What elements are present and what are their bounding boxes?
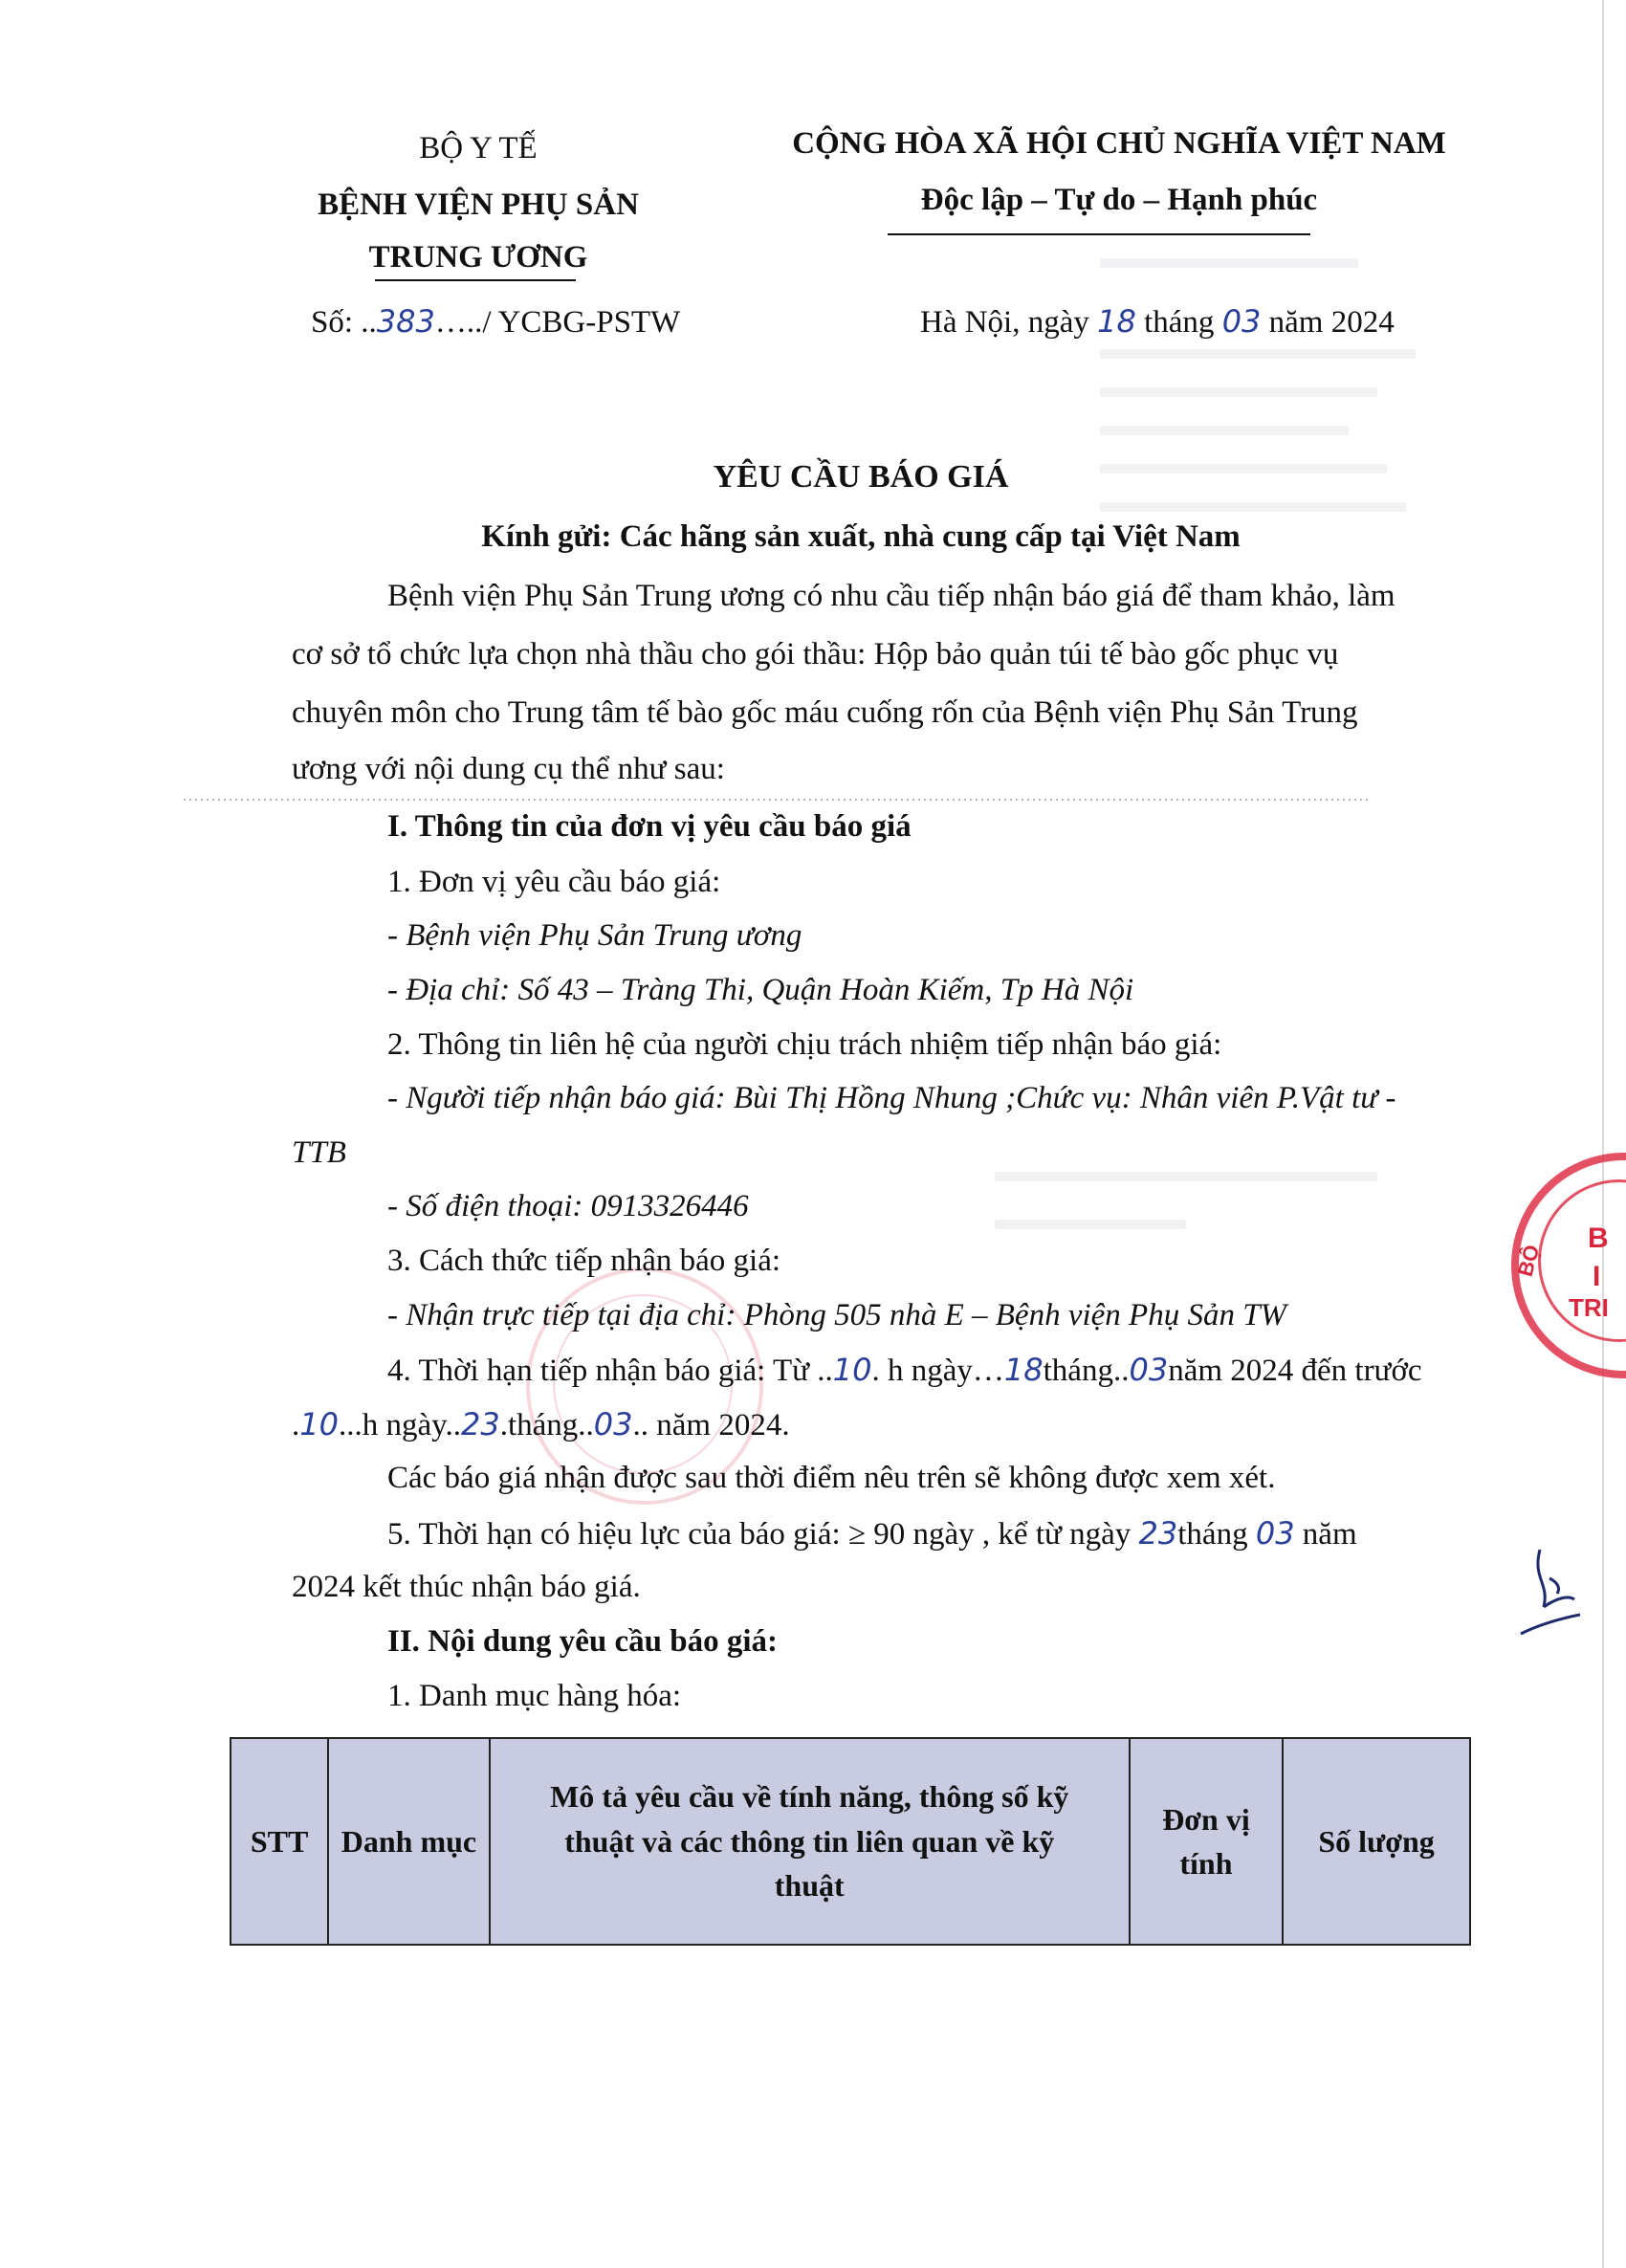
stamp-letter: TRI xyxy=(1569,1293,1609,1322)
section1-item5-line1 xyxy=(387,1515,1357,1552)
bleed-through-block xyxy=(1100,258,1358,268)
section1-item3: 3. Cách thức tiếp nhận báo giá: xyxy=(387,1244,781,1278)
document-number-prefix: Số: .. xyxy=(311,305,377,340)
item5-month: 03 xyxy=(1255,1515,1295,1552)
document-title: YÊU CẦU BÁO GIÁ xyxy=(713,459,1009,495)
page-edge-shadow xyxy=(1602,0,1604,2268)
section2-item1: 1. Danh mục hàng hóa: xyxy=(387,1679,682,1713)
scan-fold-line xyxy=(182,799,1368,801)
item4-hour-from: 10 xyxy=(832,1352,872,1388)
item4-text: .tháng.. xyxy=(499,1408,594,1442)
document-number xyxy=(311,303,680,341)
section1-item2: 2. Thông tin liên hệ của người chịu trách nhiệm tiếp nhận báo giá: xyxy=(387,1027,1222,1062)
col-quantity: Số lượng xyxy=(1283,1738,1470,1945)
item4-text: . xyxy=(292,1408,300,1442)
ministry-name: BỘ Y TẾ xyxy=(419,131,538,165)
item5-text: năm xyxy=(1294,1517,1357,1552)
col-unit: Đơn vị tính xyxy=(1130,1738,1283,1945)
bleed-through-block xyxy=(1100,502,1406,512)
item5-day: 23 xyxy=(1138,1515,1178,1552)
bleed-through-block xyxy=(995,1220,1186,1229)
section1-heading: I. Thông tin của đơn vị yêu cầu báo giá xyxy=(387,809,912,844)
stamp-letter: BỘ xyxy=(1512,1242,1545,1280)
bleed-through-block xyxy=(1100,387,1377,397)
goods-table xyxy=(230,1737,1471,1946)
date-month-label: tháng xyxy=(1144,305,1215,340)
item4-text: năm 2024 đến trước xyxy=(1168,1354,1422,1388)
hospital-name-line1: BỆNH VIỆN PHỤ SẢN xyxy=(318,187,639,222)
nation-motto: Độc lập – Tự do – Hạnh phúc xyxy=(920,183,1318,217)
section1-item1: 1. Đơn vị yêu cầu báo giá: xyxy=(387,865,721,899)
item4-text: ...h ngày.. xyxy=(338,1408,461,1442)
hospital-name-line2: TRUNG ƯƠNG xyxy=(368,240,588,275)
document-number-value: 383 xyxy=(376,303,435,340)
intro-line-1: Bệnh viện Phụ Sản Trung ương có nhu cầu tiếp nhận báo giá để tham khảo, làm xyxy=(387,579,1395,613)
item4-text: 4. Thời hạn tiếp nhận báo giá: Từ .. xyxy=(387,1354,833,1388)
item4-hour-to: 10 xyxy=(299,1406,339,1442)
table-header-row xyxy=(231,1738,1470,1945)
date-day: 18 xyxy=(1097,303,1136,340)
stamp-letter: B xyxy=(1588,1222,1609,1254)
col-category: Danh mục xyxy=(328,1738,490,1945)
bleed-through-block xyxy=(1100,426,1349,435)
item4-text: .. năm 2024. xyxy=(632,1408,790,1442)
document-date xyxy=(920,303,1395,341)
bleed-through-block xyxy=(995,1172,1377,1181)
intro-line-2: cơ sở tổ chức lựa chọn nhà thầu cho gói thầu: Hộp bảo quản túi tế bào gốc phục vụ xyxy=(292,637,1339,672)
date-city: Hà Nội, ngày xyxy=(920,305,1089,340)
item5-text: 5. Thời hạn có hiệu lực của báo giá: ≥ 90 ngày , kể từ ngày xyxy=(387,1517,1139,1552)
section1-item2-phone: - Số điện thoại: 0913326446 xyxy=(387,1189,749,1223)
hospital-underline xyxy=(375,279,576,281)
col-description: Mô tả yêu cầu về tính năng, thông số kỹ thuật và các thông tin liên quan về kỹ thuật xyxy=(490,1738,1130,1945)
item5-text: tháng xyxy=(1177,1517,1256,1552)
section1-item4-line1 xyxy=(387,1352,1422,1389)
intro-line-4: ương với nội dung cụ thể như sau: xyxy=(292,752,725,786)
stamp-letter: I xyxy=(1593,1261,1601,1292)
section1-item1-address: - Địa chỉ: Số 43 – Tràng Thi, Quận Hoàn Kiếm, Tp Hà Nội xyxy=(387,973,1134,1007)
section1-note: Các báo giá nhận được sau thời điểm nêu trên sẽ không được xem xét. xyxy=(387,1461,1276,1495)
section1-item2-contact-cont: TTB xyxy=(292,1135,346,1170)
item4-month-to: 03 xyxy=(593,1406,633,1442)
section2-heading: II. Nội dung yêu cầu báo giá: xyxy=(387,1624,779,1659)
col-stt: STT xyxy=(231,1738,328,1945)
item4-day-from: 18 xyxy=(1003,1352,1044,1388)
item4-month-from: 03 xyxy=(1129,1352,1169,1388)
section1-item4-line2 xyxy=(292,1406,790,1443)
item4-text: . h ngày… xyxy=(871,1354,1004,1388)
document-number-suffix: …../ YCBG-PSTW xyxy=(434,305,681,340)
bleed-through-block xyxy=(1100,349,1416,359)
section1-item3-method: - Nhận trực tiếp tại địa chỉ: Phòng 505 nhà E – Bệnh viện Phụ Sản TW xyxy=(387,1298,1287,1332)
date-month: 03 xyxy=(1221,303,1262,340)
motto-underline xyxy=(888,233,1310,235)
date-year: năm 2024 xyxy=(1268,305,1395,340)
intro-line-3: chuyên môn cho Trung tâm tế bào gốc máu cuống rốn của Bệnh viện Phụ Sản Trung xyxy=(292,695,1358,730)
addressee-line: Kính gửi: Các hãng sản xuất, nhà cung cấp tại Việt Nam xyxy=(481,519,1241,554)
signature-mark xyxy=(1511,1540,1588,1645)
section1-item5-line2: 2024 kết thúc nhận báo giá. xyxy=(292,1570,641,1604)
nation-title: CỘNG HÒA XÃ HỘI CHỦ NGHĨA VIỆT NAM xyxy=(792,126,1446,161)
item4-day-to: 23 xyxy=(460,1406,500,1442)
section1-item2-contact: - Người tiếp nhận báo giá: Bùi Thị Hồng Nhung ;Chức vụ: Nhân viên P.Vật tư - xyxy=(387,1081,1396,1115)
section1-item1-unit: - Bệnh viện Phụ Sản Trung ương xyxy=(387,918,802,953)
item4-text: tháng.. xyxy=(1043,1354,1130,1388)
